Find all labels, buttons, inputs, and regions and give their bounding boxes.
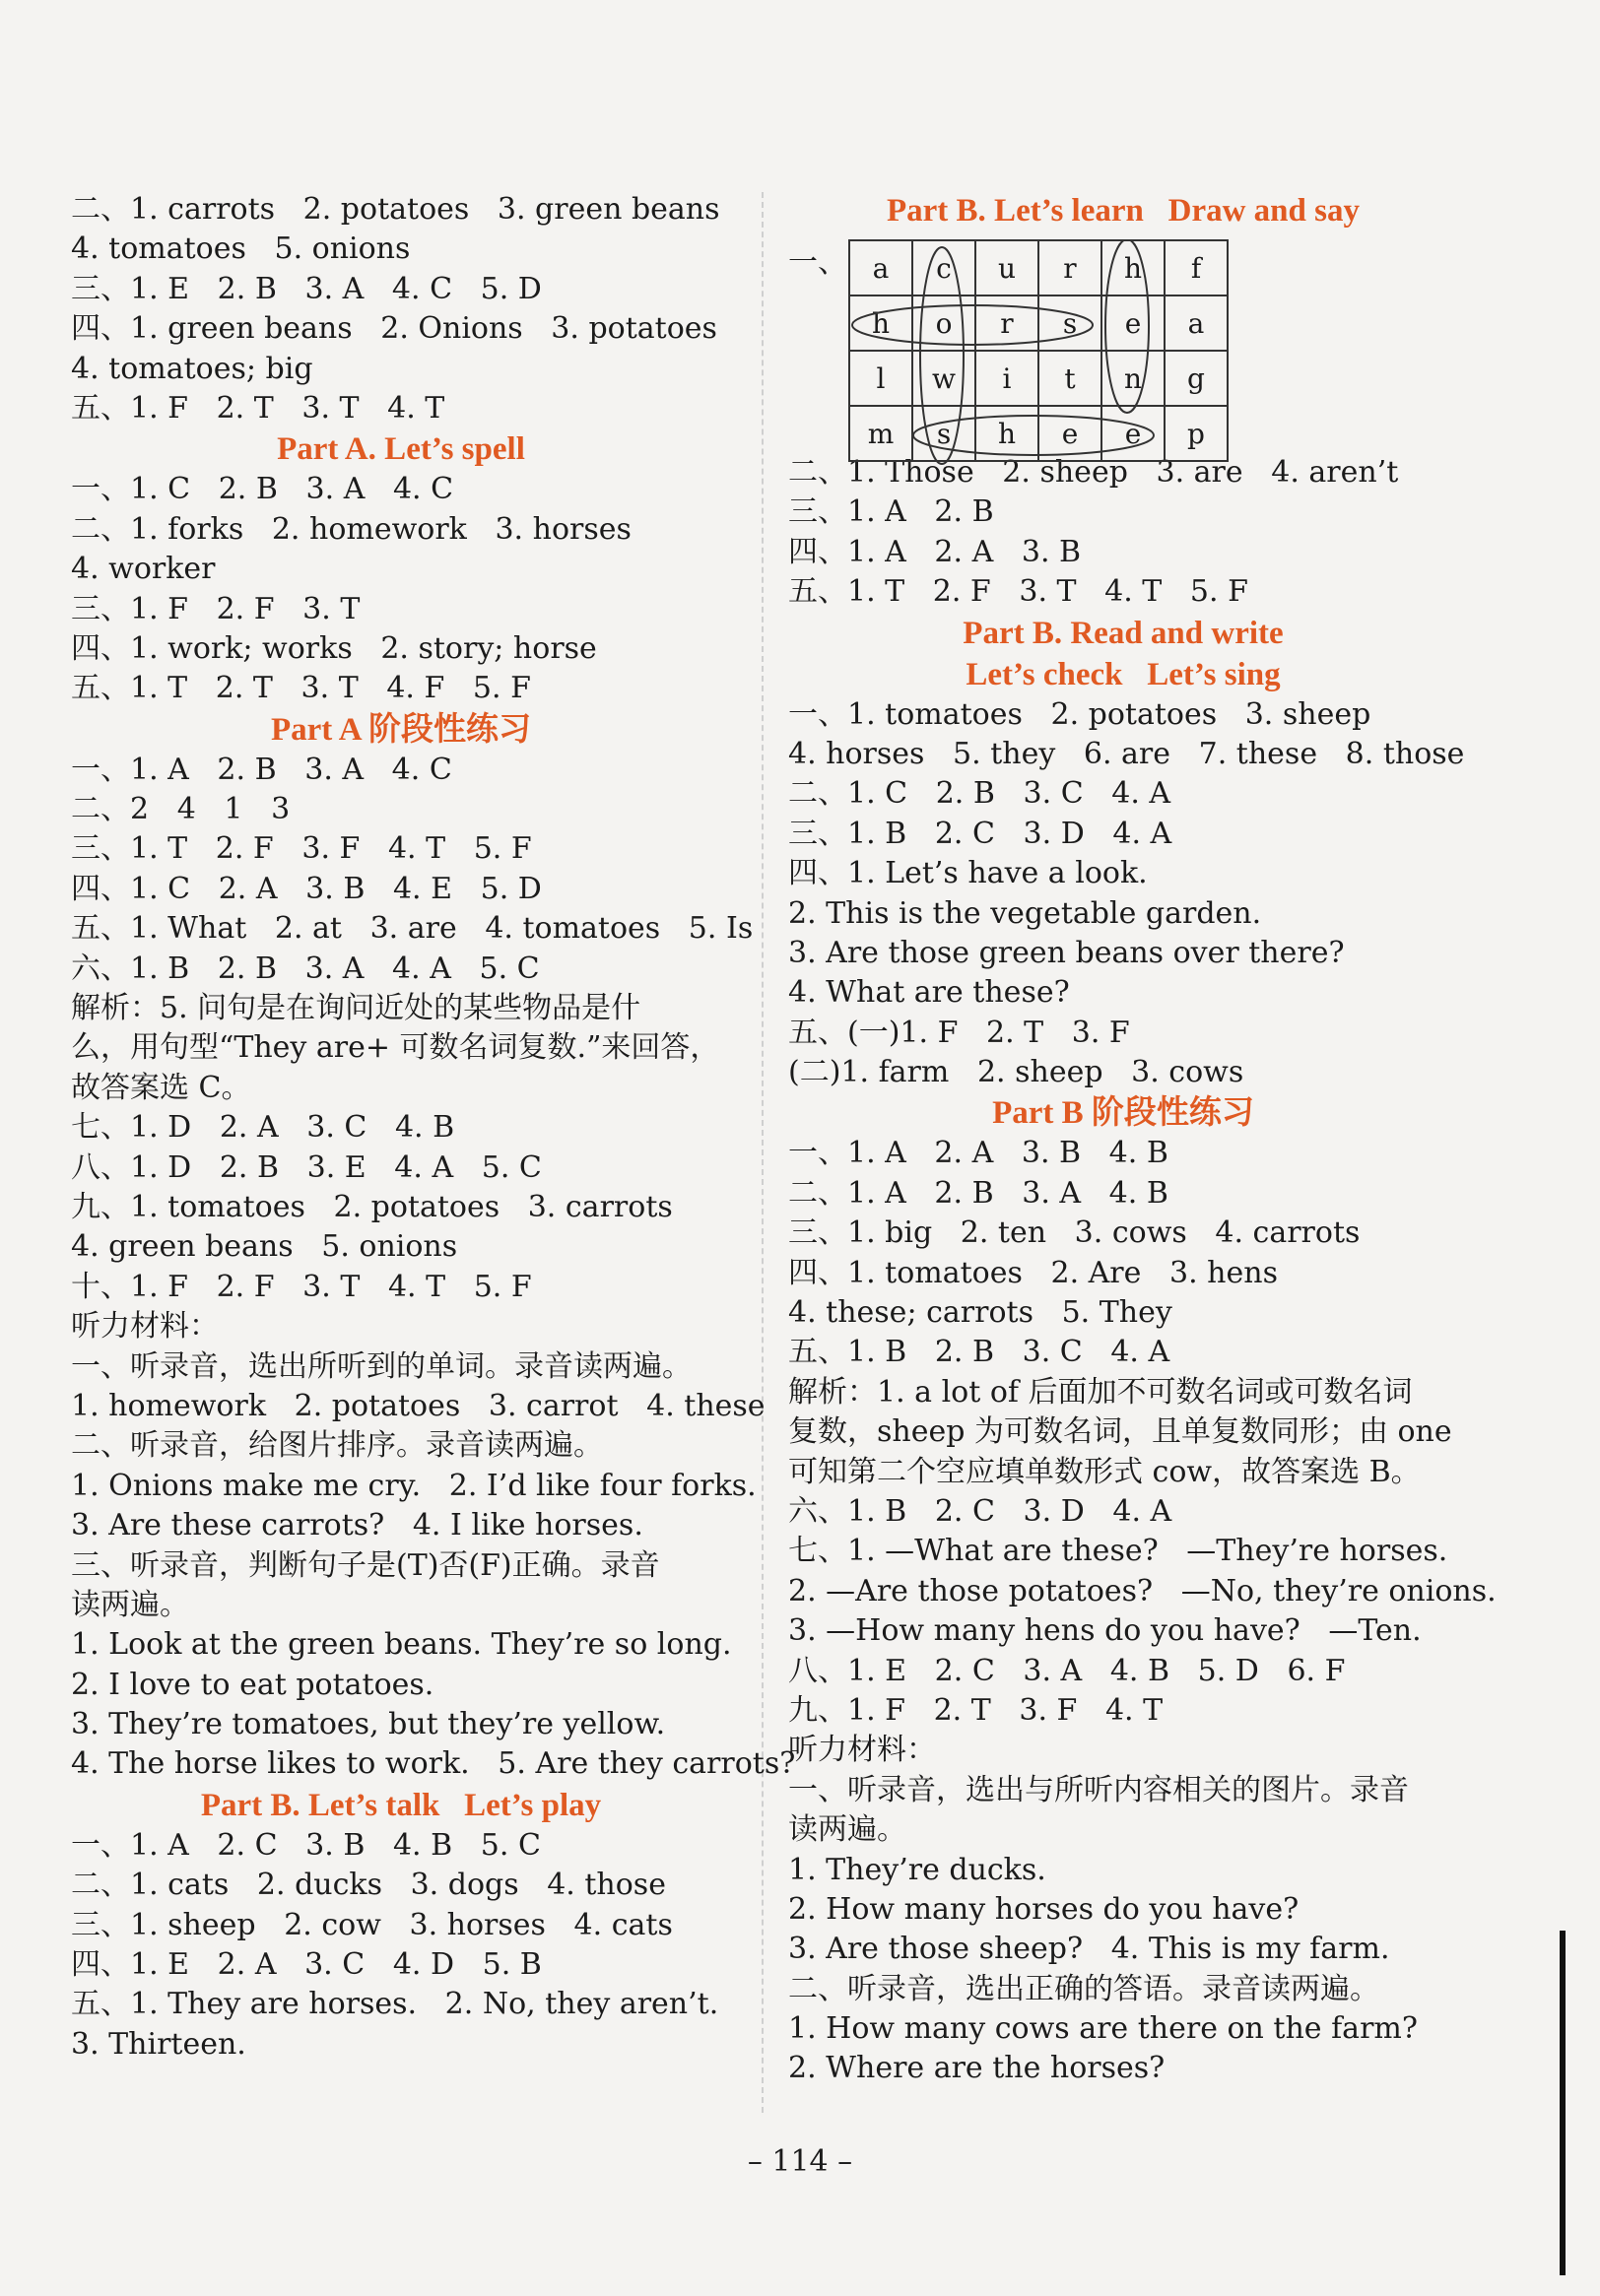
answer-line: 2. I love to eat potatoes. [71,1667,434,1702]
answer-line: 一、1. A 2. C 3. B 4. B 5. C [71,1827,541,1863]
grid-cell: h [975,406,1038,461]
scan-edge [1560,1931,1566,2275]
answer-line: 4. tomatoes; big [71,351,313,386]
grid-cell: f [1165,240,1228,295]
answer-line: 读两遍。 [71,1587,189,1622]
answer-line: 二、1. cats 2. ducks 3. dogs 4. those [71,1868,666,1903]
answer-line: 1. Look at the green beans. They’re so long. [71,1627,732,1663]
answer-line: 四、1. C 2. A 3. B 4. E 5. D [71,871,542,906]
grid-cell: m [849,406,912,461]
answer-line: 4. tomatoes 5. onions [71,231,411,267]
answer-line: 4. worker [71,552,216,587]
right-column [788,190,1497,2089]
left-column [71,190,796,2065]
answer-line: 解析：1. a lot of 后面加不可数名词或可数名词 [788,1374,1413,1410]
grid-cell: r [975,295,1038,351]
answer-line: 可知第二个空应填单数形式 cow，故答案选 B。 [788,1454,1421,1489]
answer-line: 1. Onions make me cry. 2. I’d like four forks. [71,1468,757,1503]
answer-line: 读两遍。 [788,1812,906,1848]
answer-line: 3. Are these carrots? 4. I like horses. [71,1508,643,1543]
grid-cell: a [849,240,912,295]
grid-cell: a [1165,295,1228,351]
answer-line: 2. This is the vegetable garden. [788,895,1262,931]
answer-line: 二、1. carrots 2. potatoes 3. green beans [71,192,720,227]
grid-row [849,406,1228,461]
answer-line: 复数，sheep 为可数名词，且单复数同形；由 one [788,1414,1452,1450]
answer-line: 二、1. Those 2. sheep 3. are 4. aren’t [788,455,1399,490]
answer-line: 五、1. B 2. B 3. C 4. A [788,1335,1170,1370]
grid-cell: r [1038,240,1101,295]
section-heading: Part B. Read and write [963,615,1284,651]
answer-line: 三、1. big 2. ten 3. cows 4. carrots [788,1215,1361,1251]
answer-line: 2. —Are those potatoes? —No, they’re onions. [788,1573,1497,1608]
question-label: 一、 [788,245,847,280]
grid-cell: w [912,351,975,406]
grid-cell: l [849,351,912,406]
answer-line: 三、1. A 2. B [788,494,994,530]
answer-line: 四、1. A 2. A 3. B [788,534,1082,569]
grid-row [849,295,1228,351]
answer-line: 4. these; carrots 5. They [788,1295,1172,1331]
grid-cell: p [1165,406,1228,461]
answer-line: 三、1. sheep 2. cow 3. horses 4. cats [71,1907,673,1942]
page-number: – 114 – [747,2144,853,2179]
answer-line: 九、1. F 2. T 3. F 4. T [788,1692,1164,1728]
answer-line: 六、1. B 2. B 3. A 4. A 5. C [71,951,540,986]
grid-cell: h [1101,240,1165,295]
section-heading: Let’s check Let’s sing [966,656,1281,692]
grid-cell: c [912,240,975,295]
answer-line: 3. Are those green beans over there? [788,935,1345,970]
answer-line: 二、1. A 2. B 3. A 4. B [788,1175,1168,1211]
grid-cell: e [1101,406,1165,461]
answer-line: 故答案选 C。 [71,1070,251,1105]
answer-line: 五、1. T 2. T 3. T 4. F 5. F [71,671,531,706]
answer-line: 3. —How many hens do you have? —Ten. [788,1613,1422,1649]
grid-cell: h [849,295,912,351]
right-lines [788,453,1497,2089]
answer-line: 八、1. D 2. B 3. E 4. A 5. C [71,1149,542,1185]
answer-line: 十、1. F 2. F 3. T 4. T 5. F [71,1269,532,1304]
answer-line: 1. They’re ducks. [788,1852,1046,1887]
answer-line: 二、1. forks 2. homework 3. horses [71,511,632,547]
answer-line: 六、1. B 2. C 3. D 4. A [788,1493,1172,1529]
answer-line: 1. homework 2. potatoes 3. carrot 4. these [71,1388,766,1423]
answer-line: 五、1. F 2. T 3. T 4. T [71,390,445,426]
answer-line: 七、1. D 2. A 3. C 4. B [71,1110,455,1146]
grid-cell: i [975,351,1038,406]
answer-line: 4. horses 5. they 6. are 7. these 8. those [788,736,1465,771]
grid-cell: n [1101,351,1165,406]
answer-line: 2. How many horses do you have? [788,1891,1300,1927]
answer-line: 五、1. They are horses. 2. No, they aren’t. [71,1987,719,2022]
answer-line: 一、听录音，选出与所听内容相关的图片。录音 [788,1772,1409,1807]
answer-line: 一、1. tomatoes 2. potatoes 3. sheep [788,696,1371,732]
grid-row [849,351,1228,406]
answer-line: 二、听录音，选出正确的答语。录音读两遍。 [788,1971,1379,2006]
answer-line: 四、1. Let’s have a look. [788,856,1148,891]
answer-line: 3. Thirteen. [71,2026,246,2062]
answer-line: 三、1. T 2. F 3. F 4. T 5. F [71,831,532,867]
grid-cell: s [912,406,975,461]
answer-line: 听力材料： [788,1733,936,1768]
answer-line: 五、1. T 2. F 3. T 4. T 5. F [788,574,1248,610]
answer-line: 三、1. E 2. B 3. A 4. C 5. D [71,271,542,306]
answer-line: 3. Are those sheep? 4. This is my farm. [788,1932,1390,1967]
answer-line: 七、1. —What are these? —They’re horses. [788,1534,1448,1569]
column-divider [762,192,764,2113]
grid-row [849,240,1228,295]
answer-line: 五、(一)1. F 2. T 3. F [788,1015,1130,1050]
answer-line: 三、1. F 2. F 3. T [71,591,361,626]
answer-line: 三、1. B 2. C 3. D 4. A [788,816,1172,851]
grid-cell: g [1165,351,1228,406]
answer-line: 三、听录音，判断句子是(T)否(F)正确。录音 [71,1547,660,1583]
answer-line: 4. green beans 5. onions [71,1229,458,1265]
answer-line: 五、1. What 2. at 3. are 4. tomatoes 5. Is [71,911,754,947]
answer-line: 么，用句型“They are+ 可数名词复数.”来回答， [71,1030,720,1066]
section-heading: Part B 阶段性练习 [992,1095,1254,1132]
word-search-puzzle [788,231,1458,453]
answer-line: 四、1. work; works 2. story; horse [71,630,597,666]
grid-cell: s [1038,295,1101,351]
grid-cell: u [975,240,1038,295]
section-heading-part-b-lets-learn: Part B. Let’s learn Draw and say [887,193,1360,229]
answer-line: 一、听录音，选出所听到的单词。录音读两遍。 [71,1348,692,1384]
grid-cell: e [1038,406,1101,461]
answer-line: 2. Where are the horses? [788,2051,1166,2086]
answer-line: 一、1. A 2. B 3. A 4. C [71,752,452,787]
grid-cell: o [912,295,975,351]
answer-line: 听力材料： [71,1309,219,1345]
word-search-grid [848,239,1229,462]
answer-line: 4. The horse likes to work. 5. Are they carrots? [71,1746,796,1782]
answer-line: 二、2 4 1 3 [71,792,291,827]
answer-line: 解析：5. 问句是在询问近处的某些物品是什 [71,991,641,1026]
answer-line: 一、1. A 2. A 3. B 4. B [788,1136,1168,1171]
answer-line: (二)1. farm 2. sheep 3. cows [788,1055,1244,1090]
answer-line: 4. What are these? [788,975,1070,1011]
grid-cell: e [1101,295,1165,351]
section-heading: Part B. Let’s talk Let’s play [200,1787,602,1823]
section-heading: Part A. Let’s spell [277,431,525,468]
answer-line: 四、1. E 2. A 3. C 4. D 5. B [71,1947,542,1983]
answer-line: 1. How many cows are there on the farm? [788,2011,1418,2047]
answer-line: 二、1. C 2. B 3. C 4. A [788,776,1171,812]
answer-line: 四、1. green beans 2. Onions 3. potatoes [71,311,717,347]
answer-line: 四、1. tomatoes 2. Are 3. hens [788,1255,1278,1290]
answer-line: 3. They’re tomatoes, but they’re yellow. [71,1707,666,1742]
answer-line: 一、1. C 2. B 3. A 4. C [71,472,454,507]
answer-line: 八、1. E 2. C 3. A 4. B 5. D 6. F [788,1653,1346,1688]
answer-line: 二、听录音，给图片排序。录音读两遍。 [71,1428,603,1464]
grid-cell: t [1038,351,1101,406]
answer-line: 九、1. tomatoes 2. potatoes 3. carrots [71,1189,673,1224]
section-heading: Part A 阶段性练习 [271,711,531,748]
